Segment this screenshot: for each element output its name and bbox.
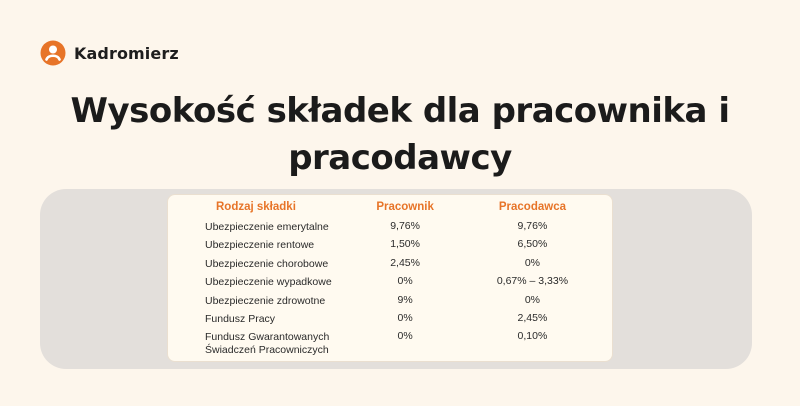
row-label	[168, 329, 357, 356]
person-circle-icon	[40, 40, 66, 66]
row-label-text: Ubezpieczenie rentowe	[205, 239, 315, 252]
employee-rate: 0%	[397, 275, 413, 288]
employer-rate: 6,50%	[517, 238, 548, 251]
contribution-table	[168, 195, 612, 356]
table-row	[168, 219, 612, 237]
employer-rate: 0,67% – 3,33%	[496, 275, 569, 288]
employee-rate: 9%	[397, 293, 413, 306]
row-label-text: Fundusz Pracy	[205, 312, 276, 325]
employer-rate: 0%	[524, 256, 541, 269]
employee-rate: 0%	[397, 330, 413, 343]
column-header-employee: Pracownik	[376, 201, 434, 213]
row-label-text: Ubezpieczenie zdrowotne	[205, 294, 326, 307]
table-row	[168, 256, 612, 274]
table-row	[168, 237, 612, 255]
table-row	[168, 274, 612, 292]
row-label	[168, 256, 357, 274]
column-header-type: Rodzaj składki	[216, 201, 296, 213]
row-label	[168, 237, 357, 255]
row-label	[168, 293, 357, 311]
contribution-table-card	[167, 194, 613, 362]
row-label-text: Fundusz Gwarantowanych Świadczeń Pracowniczych	[205, 331, 330, 356]
employer-rate: 0,10%	[517, 330, 548, 343]
employer-rate: 0%	[524, 293, 541, 306]
employer-rate: 2,45%	[517, 311, 548, 324]
row-label	[168, 219, 357, 237]
row-label	[168, 311, 357, 329]
employee-rate: 2,45%	[390, 256, 420, 269]
page-title: Wysokość składek dla pracownika i pracodawcy	[70, 91, 730, 178]
employer-rate: 9,76%	[517, 220, 548, 232]
employee-rate: 9,76%	[390, 220, 420, 232]
row-label-text: Ubezpieczenie emerytalne	[205, 221, 329, 233]
row-label-text: Ubezpieczenie chorobowe	[205, 257, 329, 270]
table-row	[168, 329, 612, 356]
table-row	[168, 311, 612, 329]
brand-logo	[40, 40, 179, 66]
employee-rate: 1,50%	[390, 238, 420, 251]
row-label	[168, 274, 357, 292]
table-row	[168, 293, 612, 311]
table-header-row	[168, 195, 612, 219]
row-label-text: Ubezpieczenie wypadkowe	[205, 276, 332, 289]
column-header-employer: Pracodawca	[498, 201, 566, 213]
brand-name: Kadromierz	[74, 43, 179, 63]
employee-rate: 0%	[397, 311, 413, 324]
